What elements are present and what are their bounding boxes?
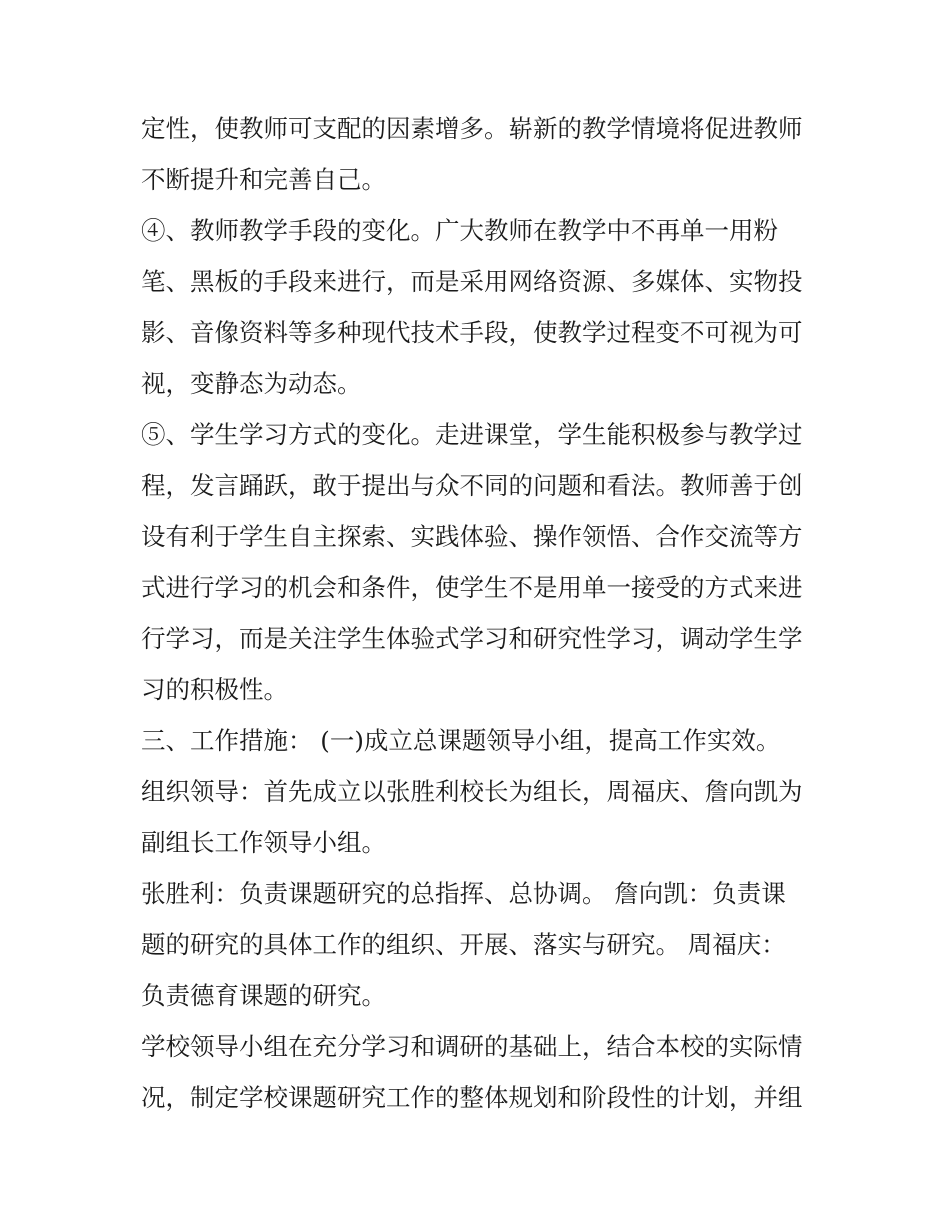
body-text <box>141 107 821 1127</box>
text-line: 程，发言踊跃，敢于提出与众不同的问题和看法。教师善于创 <box>141 471 803 500</box>
text-line: 题的研究的具体工作的组织、开展、落实与研究。 周福庆： <box>141 930 786 959</box>
text-line: 定性，使教师可支配的因素增多。崭新的教学情境将促进教师 <box>141 114 803 143</box>
text-line: 负责德育课题的研究。 <box>141 981 386 1010</box>
text-line: 况，制定学校课题研究工作的整体规划和阶段性的计划，并组 <box>141 1083 803 1112</box>
text-line: 行学习，而是关注学生体验式学习和研究性学习，调动学生学 <box>141 624 803 653</box>
text-line: 学校领导小组在充分学习和调研的基础上，结合本校的实际情 <box>141 1032 803 1061</box>
text-line: 不断提升和完善自己。 <box>141 165 386 194</box>
text-line: 习的积极性。 <box>141 675 288 704</box>
text-line: ⑤、学生学习方式的变化。走进课堂，学生能积极参与教学过 <box>141 420 803 449</box>
text-line: 式进行学习的机会和条件，使学生不是用单一接受的方式来进 <box>141 573 803 602</box>
text-line: ④、教师教学手段的变化。广大教师在教学中不再单一用粉 <box>141 216 778 245</box>
text-line: 组织领导：首先成立以张胜利校长为组长，周福庆、詹向凯为 <box>141 777 803 806</box>
text-line: 设有利于学生自主探索、实践体验、操作领悟、合作交流等方 <box>141 522 803 551</box>
text-line: 影、音像资料等多种现代技术手段，使教学过程变不可视为可 <box>141 318 803 347</box>
text-line: 笔、黑板的手段来进行，而是采用网络资源、多媒体、实物投 <box>141 267 803 296</box>
text-line: 视，变静态为动态。 <box>141 369 362 398</box>
text-line: 张胜利：负责课题研究的总指挥、总协调。 詹向凯：负责课 <box>141 879 786 908</box>
section-heading-line: 三、工作措施： (一)成立总课题领导小组，提高工作实效。 <box>141 726 781 755</box>
text-line: 副组长工作领导小组。 <box>141 828 386 857</box>
